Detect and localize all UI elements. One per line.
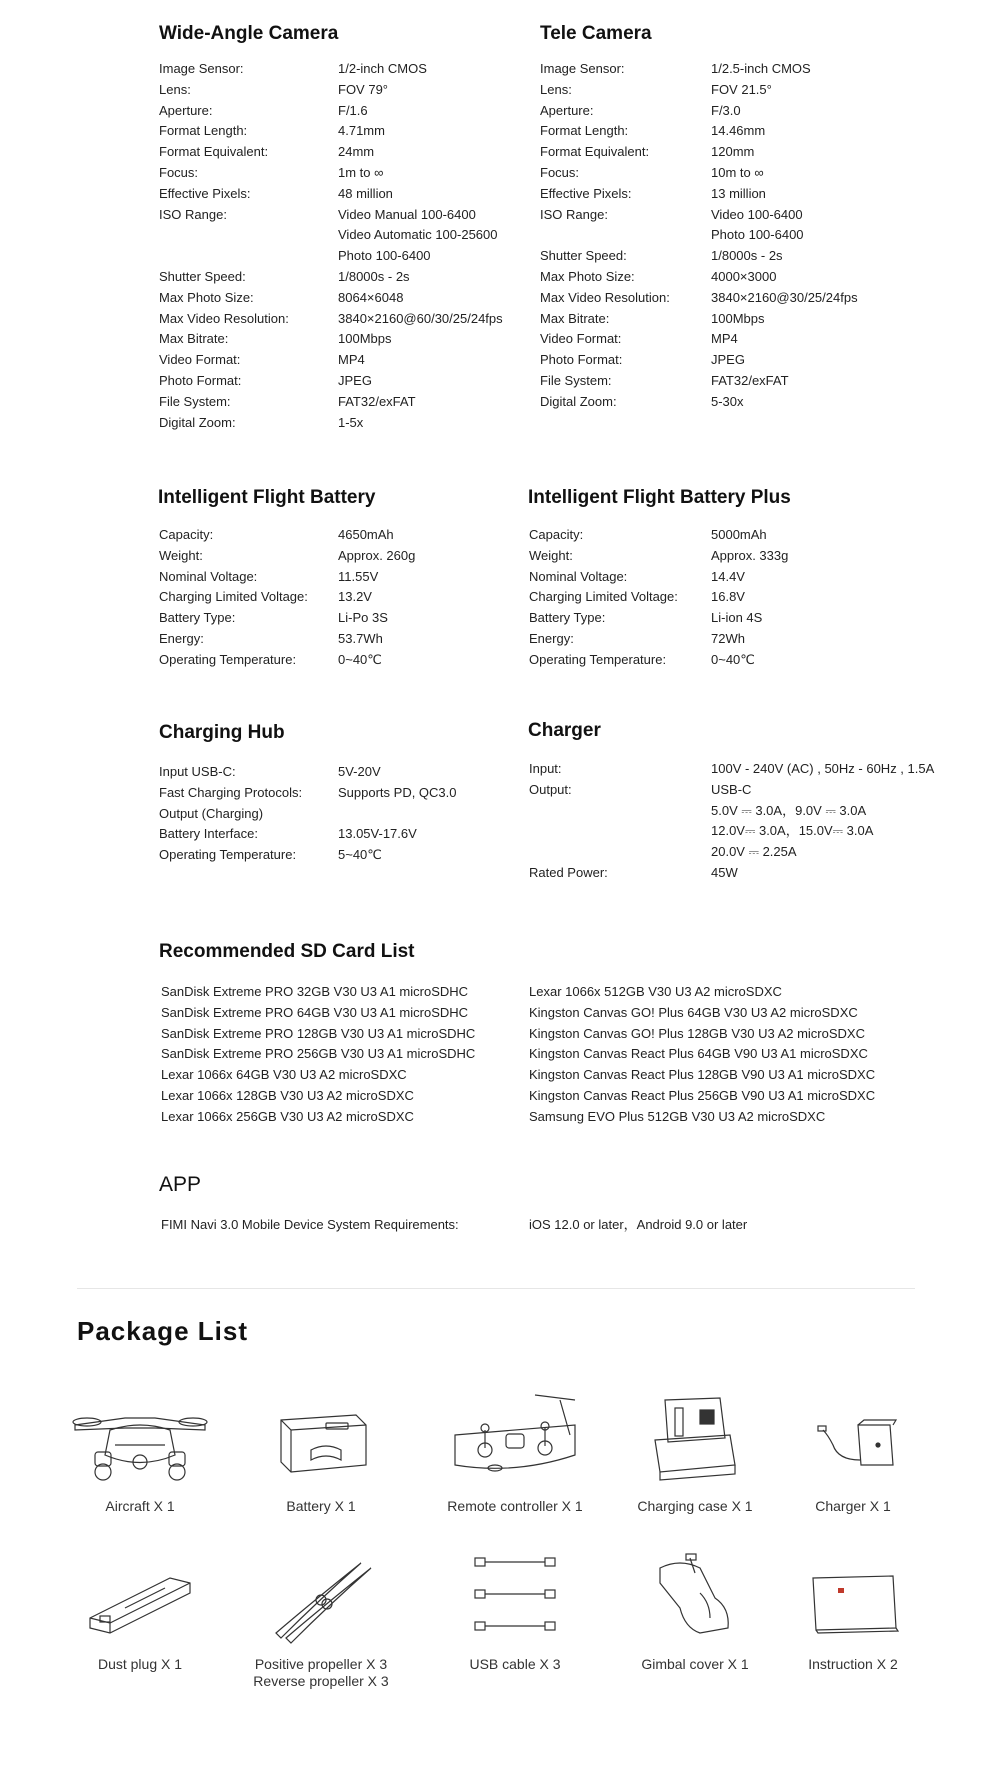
spec-row: [540, 59, 900, 79]
sd-card-item: Lexar 1066x 64GB V30 U3 A2 microSDXC: [161, 1067, 407, 1083]
package-item-label: Positive propeller X 3: [254, 1656, 388, 1672]
app-requirement-value: iOS 12.0 or later，Android 9.0 or later: [529, 1217, 748, 1232]
spec-label: Nominal Voltage:: [159, 568, 258, 584]
spec-value: Video Manual 100-6400: [338, 206, 476, 222]
package-item-instruction: [753, 1548, 953, 1673]
spec-row: [529, 863, 949, 883]
spec-value: 5~40℃: [338, 847, 382, 863]
spec-row: [159, 309, 539, 329]
instruction-icon: [798, 1548, 908, 1648]
spec-value: USB-C: [711, 781, 752, 797]
spec-row: [529, 650, 909, 670]
spec-label: Image Sensor:: [540, 61, 625, 76]
spec-value: 14.4V: [711, 568, 745, 584]
sd-card-item: Kingston Canvas GO! Plus 128GB V30 U3 A2 microSDXC: [529, 1025, 865, 1041]
propeller-icon: [261, 1548, 381, 1648]
spec-label: Effective Pixels:: [540, 185, 632, 201]
sd-card-item: SanDisk Extreme PRO 64GB V30 U3 A1 microSDHC: [161, 1004, 469, 1020]
spec-label: Energy:: [159, 631, 204, 646]
spec-row: [159, 267, 539, 287]
spec-value: 5.0V ⎓ 3.0A，9.0V ⎓ 3.0A: [711, 802, 867, 818]
package-list-title: Package List: [77, 1316, 248, 1346]
spec-row: [540, 329, 900, 349]
spec-value: 24mm: [338, 144, 375, 160]
spec-value: 120mm: [711, 144, 755, 160]
spec-label: Max Photo Size:: [540, 269, 635, 284]
spec-row: [159, 59, 539, 79]
spec-label: Charging Limited Voltage:: [159, 589, 308, 605]
spec-value: 72Wh: [711, 631, 745, 646]
spec-row: [159, 762, 519, 782]
package-item-aircraft: [40, 1390, 240, 1515]
spec-label: Video Format:: [540, 331, 622, 347]
spec-label: Format Length:: [540, 123, 629, 139]
spec-label: Digital Zoom:: [540, 393, 617, 409]
app-requirement-label: FIMI Navi 3.0 Mobile Device System Requirements:: [161, 1217, 459, 1232]
spec-row: [540, 392, 900, 412]
spec-label: Operating Temperature:: [529, 651, 667, 667]
package-item-dust-plug: [40, 1548, 240, 1673]
package-item-label: Aircraft X 1: [105, 1498, 175, 1514]
spec-label: Max Bitrate:: [540, 310, 610, 326]
package-item-label: Charging case X 1: [637, 1498, 753, 1514]
spec-row: [159, 329, 539, 349]
sd-card-item: SanDisk Extreme PRO 128GB V30 U3 A1 microSDHC: [161, 1025, 476, 1041]
spec-label: Shutter Speed:: [159, 269, 246, 284]
spec-row: [529, 842, 949, 862]
section-title-tele-camera: Tele Camera: [540, 23, 652, 44]
spec-row: [529, 525, 909, 545]
package-item-label: Battery X 1: [286, 1498, 356, 1514]
spec-value: 13 million: [711, 185, 766, 201]
spec-value: FOV 79°: [338, 81, 388, 97]
spec-value: 4000×3000: [711, 269, 777, 284]
spec-row: [159, 845, 519, 865]
spec-label: Format Equivalent:: [540, 144, 650, 160]
spec-label: Image Sensor:: [159, 61, 244, 76]
spec-label: Lens:: [159, 81, 191, 97]
spec-label: Effective Pixels:: [159, 185, 251, 201]
spec-value: FAT32/exFAT: [338, 393, 416, 409]
spec-row: [529, 546, 909, 566]
sd-card-item: Samsung EVO Plus 512GB V30 U3 A2 microSDXC: [529, 1108, 826, 1124]
spec-value: 20.0V ⎓ 2.25A: [711, 844, 797, 860]
spec-value: 10m to ∞: [711, 165, 764, 180]
spec-value: JPEG: [338, 373, 372, 388]
spec-row: [540, 121, 900, 141]
spec-value: F/3.0: [711, 102, 741, 118]
package-item-label: Gimbal cover X 1: [641, 1656, 749, 1672]
spec-label: Output (Charging): [159, 805, 264, 821]
spec-row: [540, 205, 900, 225]
spec-value: 1/2.5-inch CMOS: [711, 61, 811, 76]
spec-value: Li-Po 3S: [338, 610, 388, 626]
spec-value: JPEG: [711, 352, 745, 368]
sd-card-item: Kingston Canvas React Plus 256GB V90 U3 A1 microSDXC: [529, 1088, 876, 1103]
spec-value: MP4: [711, 331, 738, 347]
spec-label: Battery Interface:: [159, 826, 258, 842]
spec-value: 11.55V: [338, 568, 379, 584]
package-item-charger: [753, 1390, 953, 1515]
spec-label: Rated Power:: [529, 865, 608, 880]
spec-label: Operating Temperature:: [159, 651, 297, 667]
spec-label: Max Bitrate:: [159, 331, 229, 347]
spec-value: Photo 100-6400: [711, 227, 804, 243]
spec-value: Approx. 333g: [711, 547, 789, 563]
spec-row: [540, 225, 900, 245]
spec-value: 5V-20V: [338, 764, 381, 779]
sd-card-item: Kingston Canvas React Plus 64GB V90 U3 A1 microSDXC: [529, 1046, 868, 1062]
spec-value: 1/8000s - 2s: [338, 269, 410, 284]
spec-value: 4650mAh: [338, 527, 394, 542]
section-title-battery: Intelligent Flight Battery: [158, 487, 376, 508]
section-title-battery-plus: Intelligent Flight Battery Plus: [528, 487, 791, 508]
package-item-propeller: [221, 1548, 421, 1690]
spec-row: [159, 525, 519, 545]
section-title-wide-camera: Wide-Angle Camera: [159, 23, 339, 44]
spec-value: Li-ion 4S: [711, 610, 763, 626]
spec-value: 1/8000s - 2s: [711, 248, 783, 264]
spec-label: Max Video Resolution:: [540, 289, 670, 305]
spec-row: [159, 246, 539, 266]
spec-row: [540, 309, 900, 329]
spec-value: 53.7Wh: [338, 631, 383, 646]
spec-value: Supports PD, QC3.0: [338, 784, 457, 800]
spec-value: 5-30x: [711, 393, 744, 409]
sd-card-item: Kingston Canvas GO! Plus 64GB V30 U3 A2 microSDXC: [529, 1004, 858, 1020]
spec-row: [159, 225, 539, 245]
spec-row: [159, 783, 519, 803]
spec-row: [540, 288, 900, 308]
spec-row: [540, 101, 900, 121]
section-title-sd-cards: Recommended SD Card List: [159, 941, 415, 962]
spec-row: [159, 121, 539, 141]
spec-row: [159, 205, 539, 225]
spec-row: [540, 246, 900, 266]
sd-card-item: SanDisk Extreme PRO 32GB V30 U3 A1 microSDHC: [161, 984, 469, 999]
aircraft-icon: [65, 1390, 215, 1490]
spec-label: Output:: [529, 781, 572, 797]
spec-row: [540, 350, 900, 370]
spec-label: Operating Temperature:: [159, 847, 297, 863]
charger-icon: [798, 1390, 908, 1490]
charging-case-icon: [640, 1390, 750, 1490]
spec-row: [159, 350, 539, 370]
spec-row: [159, 567, 519, 587]
spec-row: [540, 80, 900, 100]
package-item-label: Dust plug X 1: [97, 1656, 183, 1672]
spec-value: 13.2V: [338, 589, 372, 605]
spec-value: Photo 100-6400: [338, 248, 431, 264]
spec-value: FOV 21.5°: [711, 81, 772, 97]
spec-value: F/1.6: [338, 102, 368, 118]
package-item-label: Charger X 1: [815, 1498, 891, 1514]
package-item-usb-cable: [415, 1548, 615, 1673]
sd-card-item: Lexar 1066x 256GB V30 U3 A2 microSDXC: [161, 1108, 414, 1124]
package-item-remote-controller: [415, 1390, 615, 1515]
spec-row: [529, 629, 909, 649]
spec-value: 0~40℃: [711, 651, 755, 667]
spec-value: 3840×2160@60/30/25/24fps: [338, 310, 503, 326]
spec-value: 0~40℃: [338, 651, 382, 667]
spec-label: Focus:: [540, 165, 580, 180]
spec-value: 8064×6048: [338, 289, 404, 305]
dust-plug-icon: [80, 1548, 200, 1648]
spec-row: [529, 567, 909, 587]
spec-value: 14.46mm: [711, 123, 766, 139]
spec-row: [159, 650, 519, 670]
spec-value: 1m to ∞: [338, 165, 384, 180]
spec-label: Input:: [529, 761, 562, 776]
sd-card-item: Lexar 1066x 128GB V30 U3 A2 microSDXC: [161, 1088, 414, 1103]
package-item-label: Instruction X 2: [808, 1656, 898, 1672]
spec-row: [159, 587, 519, 607]
spec-label: Aperture:: [540, 102, 594, 118]
spec-row: [540, 371, 900, 391]
spec-label: Aperture:: [159, 102, 213, 118]
spec-label: Shutter Speed:: [540, 248, 627, 264]
package-item-label: USB cable X 3: [469, 1656, 561, 1672]
section-title-app: APP: [159, 1173, 202, 1196]
spec-row: [159, 371, 539, 391]
spec-row: [159, 142, 539, 162]
spec-label: File System:: [159, 393, 231, 409]
spec-value: Approx. 260g: [338, 547, 416, 563]
spec-value: 48 million: [338, 185, 393, 201]
spec-row: [159, 80, 539, 100]
spec-value: FAT32/exFAT: [711, 373, 789, 388]
battery-icon: [261, 1390, 381, 1490]
spec-row: [159, 184, 539, 204]
spec-row: [540, 163, 900, 183]
sd-card-item: Lexar 1066x 512GB V30 U3 A2 microSDXC: [529, 984, 782, 999]
spec-row: [159, 804, 519, 824]
spec-label: Capacity:: [159, 527, 214, 542]
spec-value: Video 100-6400: [711, 206, 803, 222]
package-item-battery: [221, 1390, 421, 1515]
spec-label: ISO Range:: [159, 206, 227, 222]
spec-label: Max Video Resolution:: [159, 310, 289, 326]
spec-label: Battery Type:: [529, 610, 606, 626]
spec-value: 100Mbps: [338, 331, 392, 347]
spec-label: Digital Zoom:: [159, 414, 236, 430]
spec-value: 13.05V-17.6V: [338, 826, 417, 842]
spec-row: [529, 780, 949, 800]
spec-row: [159, 101, 539, 121]
sd-card-item: Kingston Canvas React Plus 128GB V90 U3 A1 microSDXC: [529, 1067, 876, 1083]
spec-value: 4.71mm: [338, 123, 385, 139]
spec-row: [159, 629, 519, 649]
gimbal-cover-icon: [640, 1548, 750, 1648]
spec-label: Weight:: [159, 547, 203, 563]
spec-label: ISO Range:: [540, 206, 608, 222]
spec-row: [529, 821, 949, 841]
spec-row: [529, 801, 949, 821]
spec-value: 12.0V⎓ 3.0A，15.0V⎓ 3.0A: [711, 823, 874, 839]
spec-label: File System:: [540, 373, 612, 388]
spec-row: [159, 824, 519, 844]
remote-controller-icon: [440, 1390, 590, 1490]
spec-row: [540, 184, 900, 204]
spec-label: Capacity:: [529, 527, 584, 542]
spec-row: [529, 587, 909, 607]
spec-label: Nominal Voltage:: [529, 568, 628, 584]
spec-label: Max Photo Size:: [159, 289, 254, 305]
spec-label: Fast Charging Protocols:: [159, 784, 303, 800]
spec-value: 3840×2160@30/25/24fps: [711, 289, 858, 305]
spec-row: [529, 759, 949, 779]
spec-label: Format Length:: [159, 123, 248, 139]
spec-label: Charging Limited Voltage:: [529, 589, 678, 605]
spec-value: MP4: [338, 352, 365, 368]
spec-label: Focus:: [159, 165, 199, 180]
spec-row: [159, 163, 539, 183]
section-title-charging-hub: Charging Hub: [159, 722, 285, 743]
spec-label: Photo Format:: [540, 352, 623, 368]
usb-cable-icon: [460, 1548, 570, 1648]
spec-label: Photo Format:: [159, 373, 242, 388]
spec-row: [540, 142, 900, 162]
spec-value: 1-5x: [338, 414, 364, 430]
sd-card-item: SanDisk Extreme PRO 256GB V30 U3 A1 microSDHC: [161, 1046, 476, 1062]
section-title-charger: Charger: [528, 720, 601, 741]
spec-value: 45W: [711, 865, 738, 880]
spec-label: Lens:: [540, 81, 572, 97]
spec-row: [540, 267, 900, 287]
spec-label: Energy:: [529, 631, 574, 646]
package-item-label-2: Reverse propeller X 3: [253, 1673, 389, 1689]
spec-label: Video Format:: [159, 352, 241, 368]
spec-label: Input USB-C:: [159, 764, 236, 779]
spec-value: 100Mbps: [711, 310, 765, 326]
spec-value: 16.8V: [711, 589, 745, 605]
spec-value: 100V - 240V (AC) , 50Hz - 60Hz , 1.5A: [711, 761, 935, 776]
section-divider: [77, 1288, 915, 1289]
spec-value: 5000mAh: [711, 527, 767, 542]
spec-row: [159, 288, 539, 308]
spec-row: [159, 608, 519, 628]
spec-value: 1/2-inch CMOS: [338, 61, 427, 76]
spec-label: Battery Type:: [159, 610, 236, 626]
spec-row: [159, 413, 539, 433]
spec-label: Format Equivalent:: [159, 144, 269, 160]
spec-value: Video Automatic 100-25600: [338, 227, 498, 243]
package-item-label: Remote controller X 1: [447, 1498, 583, 1514]
spec-row: [159, 546, 519, 566]
spec-row: [529, 608, 909, 628]
spec-label: Weight:: [529, 547, 573, 563]
spec-row: [159, 392, 539, 412]
